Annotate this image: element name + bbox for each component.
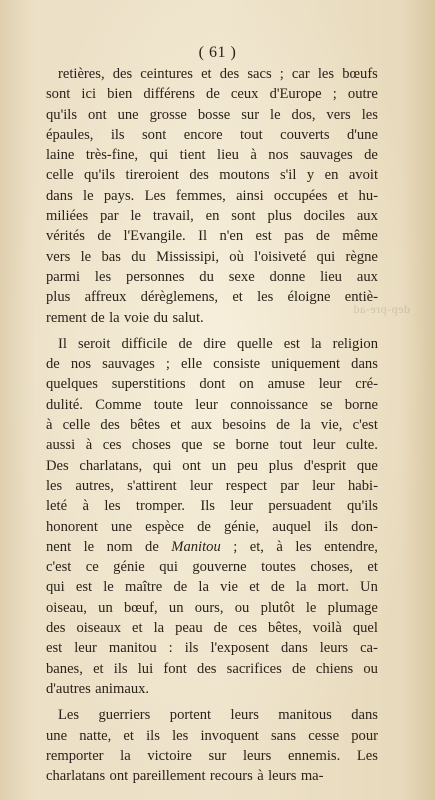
text-line: banes, et ils lui font des sacrifices de chiens ou: [46, 660, 378, 677]
text-line: remporter la victoire sur leurs ennemis. Les: [46, 747, 378, 764]
text-line: laine très-fine, qui tient lieu à nos sauvages de: [46, 147, 378, 164]
text-line: celle qu'ils tireroient des moutons s'il y en avoit: [46, 167, 378, 184]
text-line: une natte, et ils les invoquent sans cesse pour: [46, 727, 378, 744]
paragraph-1: [46, 64, 378, 328]
text-line: Il seroit difficile de dire quelle est la religion: [58, 335, 378, 352]
text-line: est leur manitou : ils l'exposent dans leurs ca-: [46, 640, 378, 657]
text-line: leté à les tromper. Ils leur persuadent qu'ils: [46, 498, 378, 515]
text-line: nent le nom de Manitou ; et, à les entendre,: [46, 538, 378, 555]
text-line: vérités de l'Evangile. Il n'en est pas de même: [46, 228, 378, 245]
text-line: sont ici bien différens de ceux d'Europe ; outre: [46, 86, 378, 103]
text-line: d'autres animaux.: [46, 680, 150, 697]
text-line: aussi à ces choses que se borne tout leur culte.: [46, 437, 378, 454]
text-line: Des charlatans, qui ont un peu plus d'esprit que: [46, 457, 378, 474]
page-number: ( 61 ): [198, 44, 237, 61]
text-line: oiseau, un bœuf, un ours, ou plutôt le plumage: [46, 599, 378, 616]
show-through-text: dep-pre-ad: [353, 302, 410, 316]
paragraph-2: [46, 334, 378, 699]
text-line: épaules, ils sont encore tout couverts d'une: [46, 126, 378, 143]
text-line: honorent une espèce de génie, auquel ils don-: [46, 518, 378, 535]
text-line: Les guerriers portent leurs manitous dans: [58, 707, 378, 724]
text-line: quelques superstitions dont on amuse leur cré-: [46, 376, 378, 393]
text-line: plus affreux dérèglemens, et les éloigne entiè-: [46, 289, 378, 306]
paragraph-3: [46, 705, 378, 786]
text-line: miliées par le travail, en sont plus dociles aux: [46, 208, 378, 225]
body-text: [46, 64, 378, 786]
text-line: de nos sauvages ; elle consiste uniquement dans: [46, 356, 378, 373]
text-line: les autres, s'attirent leur respect par leur habi-: [46, 477, 378, 494]
text-line: vers le bas du Mississipi, où l'oisiveté qui règne: [46, 248, 378, 265]
text-line: des oiseaux et la peau de ces bêtes, voilà quel: [46, 620, 378, 637]
text-line: rement de la voie du salut.: [46, 309, 204, 326]
text-line: parmi les personnes du sexe donne lieu aux: [46, 268, 378, 285]
text-line: dans le pays. Les femmes, ainsi occupées et hu-: [46, 187, 378, 204]
text-line: charlatans ont pareillement recours à leurs ma-: [46, 768, 324, 785]
text-line: à celle des bêtes et aux besoins de la vie, c'est: [46, 417, 378, 434]
text-line: qu'ils ont une grosse bosse sur le dos, vers les: [46, 106, 378, 123]
text-line: qui est le maître de la vie et de la mort. Un: [46, 579, 378, 596]
text-line: retières, des ceintures et des sacs ; car les bœufs: [58, 66, 378, 82]
text-line: c'est ce génie qui gouverne toutes choses, et: [46, 559, 378, 576]
text-line: dulité. Comme toute leur connoissance se borne: [46, 396, 378, 413]
